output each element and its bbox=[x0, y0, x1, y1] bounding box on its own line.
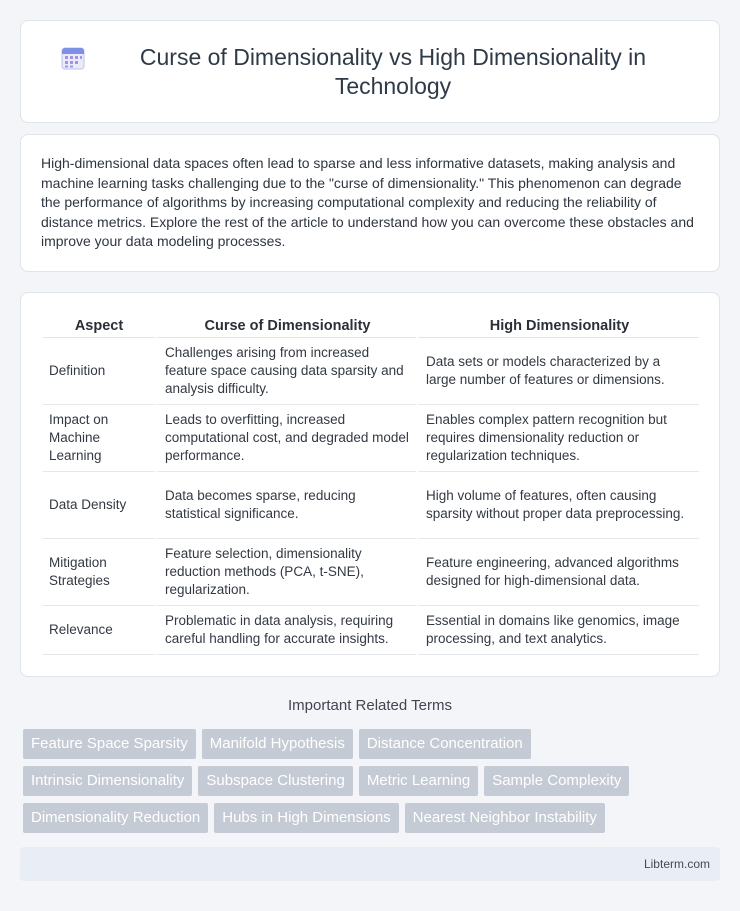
table-header-row bbox=[43, 313, 699, 338]
title-card bbox=[20, 20, 720, 123]
cell-curse: Feature selection, dimensionality reduction methods (PCA, t-SNE), regularization. bbox=[155, 539, 416, 606]
footer bbox=[20, 847, 720, 881]
header-curse: Curse of Dimensionality bbox=[155, 313, 416, 338]
cell-aspect: Relevance bbox=[43, 606, 155, 655]
tag-row bbox=[23, 803, 713, 833]
cell-high: Enables complex pattern recognition but requires dimensionality reduction or regularization techniques. bbox=[416, 405, 699, 472]
cell-high: High volume of features, often causing sparsity without proper data preprocessing. bbox=[416, 472, 699, 539]
header-high: High Dimensionality bbox=[416, 313, 699, 338]
cell-high: Feature engineering, advanced algorithms designed for high-dimensional data. bbox=[416, 539, 699, 606]
intro-paragraph: High-dimensional data spaces often lead to sparse and less informative datasets, making analysis and machine learning tasks challenging due to the "curse of dimensionality." This phenomenon can degrade the performance of algorithms by increasing computational complexity and reducing the reliability of distance metrics. Explore the rest of the article to understand how you can overcome these obstacles and improve your data modeling processes. bbox=[41, 155, 694, 249]
comparison-card bbox=[20, 292, 720, 677]
tag-sample-complexity[interactable]: Sample Complexity bbox=[484, 766, 629, 796]
title-wrap bbox=[60, 43, 680, 101]
comparison-table bbox=[43, 313, 699, 655]
cell-curse: Problematic in data analysis, requiring careful handling for accurate insights. bbox=[155, 606, 416, 655]
table-row bbox=[43, 338, 699, 405]
tag-nearest-neighbor-instability[interactable]: Nearest Neighbor Instability bbox=[405, 803, 605, 833]
calendar-grid-icon bbox=[60, 45, 86, 71]
table-row bbox=[43, 606, 699, 655]
cell-high: Essential in domains like genomics, image processing, and text analytics. bbox=[416, 606, 699, 655]
cell-aspect: Data Density bbox=[43, 472, 155, 539]
tag-dimensionality-reduction[interactable]: Dimensionality Reduction bbox=[23, 803, 208, 833]
cell-curse: Leads to overfitting, increased computational cost, and degraded model performance. bbox=[155, 405, 416, 472]
footer-brand[interactable]: Libterm.com bbox=[643, 857, 710, 871]
related-terms bbox=[23, 729, 713, 840]
tag-hubs-in-high-dimensions[interactable]: Hubs in High Dimensions bbox=[214, 803, 398, 833]
cell-curse: Challenges arising from increased feature space causing data sparsity and analysis difficulty. bbox=[155, 338, 416, 405]
table-row bbox=[43, 539, 699, 606]
tag-manifold-hypothesis[interactable]: Manifold Hypothesis bbox=[202, 729, 353, 759]
cell-aspect: Impact on Machine Learning bbox=[43, 405, 155, 472]
tag-row bbox=[23, 729, 713, 759]
intro-card bbox=[20, 134, 720, 272]
tag-row bbox=[23, 766, 713, 796]
tag-feature-space-sparsity[interactable]: Feature Space Sparsity bbox=[23, 729, 196, 759]
tag-subspace-clustering[interactable]: Subspace Clustering bbox=[198, 766, 352, 796]
tag-metric-learning[interactable]: Metric Learning bbox=[359, 766, 478, 796]
cell-aspect: Mitigation Strategies bbox=[43, 539, 155, 606]
related-terms-heading: Important Related Terms bbox=[288, 697, 452, 714]
cell-high: Data sets or models characterized by a large number of features or dimensions. bbox=[416, 338, 699, 405]
cell-curse: Data becomes sparse, reducing statistical significance. bbox=[155, 472, 416, 539]
tag-intrinsic-dimensionality[interactable]: Intrinsic Dimensionality bbox=[23, 766, 192, 796]
page-title: Curse of Dimensionality vs High Dimensionality in Technology bbox=[139, 43, 647, 99]
cell-aspect: Definition bbox=[43, 338, 155, 405]
header-aspect: Aspect bbox=[43, 313, 155, 338]
tag-distance-concentration[interactable]: Distance Concentration bbox=[359, 729, 531, 759]
table-row bbox=[43, 472, 699, 539]
table-row bbox=[43, 405, 699, 472]
